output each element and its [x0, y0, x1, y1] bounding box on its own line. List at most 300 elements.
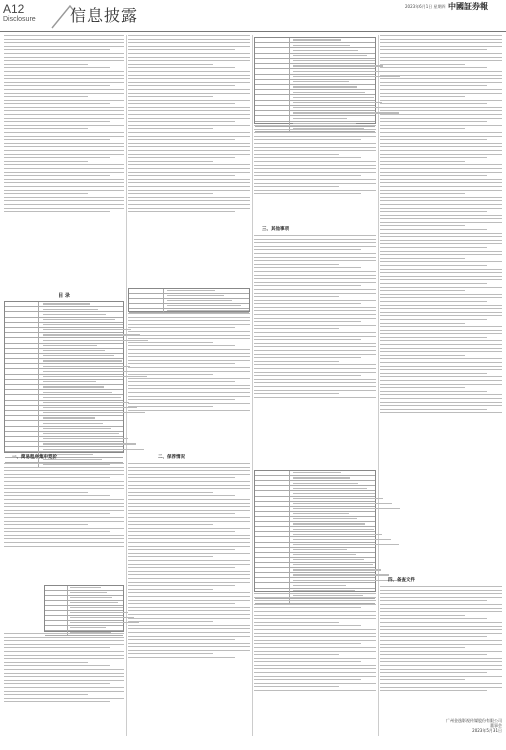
text-line [128, 403, 250, 404]
text-line [380, 125, 502, 126]
table-cell-text [43, 355, 114, 356]
table-cell-text [293, 529, 373, 530]
table-cell-divider [67, 621, 68, 625]
text-line [128, 324, 250, 325]
text-line [254, 285, 361, 286]
table-cell-divider [38, 442, 39, 446]
text-line [4, 513, 110, 514]
text-line [4, 528, 124, 529]
text-line [254, 260, 376, 261]
text-line [4, 640, 124, 641]
table-cell-divider [67, 616, 68, 620]
text-line [380, 672, 487, 673]
body-text-block [380, 35, 502, 575]
text-line [4, 680, 124, 681]
text-line [380, 164, 502, 165]
text-line [128, 607, 250, 608]
table-cell-divider [289, 583, 290, 587]
text-line [254, 249, 361, 250]
text-line [4, 146, 124, 147]
text-line [128, 82, 250, 83]
table-cell-divider [289, 54, 290, 58]
text-line [128, 342, 213, 343]
text-line [4, 118, 124, 119]
text-line [380, 366, 502, 367]
text-line [380, 64, 465, 65]
text-line [4, 503, 124, 504]
text-line [4, 662, 88, 663]
text-line [380, 53, 502, 54]
table-cell-text [293, 539, 390, 540]
section-heading: 二、保荐情况 [158, 455, 185, 460]
text-line [128, 643, 250, 644]
text-line [128, 374, 213, 375]
text-line [254, 615, 376, 616]
section-english-label: Disclosure [3, 16, 36, 23]
text-line [254, 239, 376, 240]
table-cell-text [293, 554, 355, 555]
text-line [254, 346, 376, 347]
text-line [254, 618, 376, 619]
text-line [380, 323, 465, 324]
text-line [128, 549, 235, 550]
text-line [380, 669, 502, 670]
table-cell-text [43, 345, 97, 346]
text-line [128, 118, 250, 119]
text-line [4, 669, 124, 670]
table-cell-text [43, 366, 130, 367]
text-line [4, 694, 88, 695]
table-cell-divider [67, 611, 68, 615]
text-line [254, 161, 376, 162]
text-line [254, 382, 376, 383]
table-cell-text [293, 71, 391, 72]
text-line [380, 665, 502, 666]
text-line [4, 637, 124, 638]
table-cell-text [293, 564, 372, 565]
text-line [380, 67, 487, 68]
text-line [380, 121, 487, 122]
text-line [4, 132, 124, 133]
table-cell-text [293, 55, 366, 56]
text-line [128, 146, 250, 147]
text-line [254, 647, 376, 648]
table-cell-divider [67, 591, 68, 595]
page-header [0, 0, 506, 34]
text-line [254, 397, 376, 398]
text-line [254, 136, 376, 137]
text-line [128, 182, 250, 183]
text-line [4, 658, 124, 659]
text-line [4, 208, 124, 209]
text-line [4, 35, 124, 36]
text-line [4, 531, 110, 532]
text-line [254, 600, 376, 601]
text-line [128, 75, 250, 76]
text-line [128, 345, 235, 346]
text-line [128, 71, 250, 72]
text-line [128, 463, 250, 464]
text-line [128, 110, 250, 111]
text-line [128, 197, 250, 198]
table-cell-text [43, 381, 96, 382]
text-line [254, 636, 376, 637]
table-cell-text [293, 86, 357, 87]
text-line [380, 78, 502, 79]
text-line [254, 175, 361, 176]
text-line [128, 85, 235, 86]
text-line [254, 267, 361, 268]
table-cell-text [293, 60, 375, 61]
table-cell-text [293, 118, 347, 119]
text-line [128, 399, 235, 400]
text-line [4, 182, 124, 183]
table-cell-text [293, 590, 354, 591]
signatory: 董事会 [490, 723, 502, 728]
text-line [380, 687, 502, 688]
text-line [128, 603, 235, 604]
table-cell-divider [289, 491, 290, 495]
table-cell-text [70, 587, 101, 588]
text-line [380, 186, 502, 187]
table-cell-text [167, 300, 232, 301]
text-line [128, 190, 250, 191]
text-line [4, 691, 124, 692]
text-line [128, 571, 250, 572]
text-line [4, 665, 110, 666]
text-line [254, 679, 361, 680]
text-line [380, 175, 487, 176]
text-line [254, 643, 361, 644]
text-line [128, 392, 250, 393]
text-line [380, 380, 502, 381]
text-line [380, 85, 487, 86]
table-cell-text [293, 81, 348, 82]
table-cell-divider [289, 522, 290, 526]
text-line [254, 651, 376, 652]
text-line [254, 147, 376, 148]
text-line [128, 388, 250, 389]
table-cell-divider [38, 318, 39, 322]
text-line [380, 340, 502, 341]
text-line [380, 586, 502, 587]
text-line [4, 114, 124, 115]
text-line [254, 354, 376, 355]
text-line [128, 317, 250, 318]
table-cell-text [293, 92, 365, 93]
table-cell-text [293, 493, 375, 494]
text-line [4, 93, 124, 94]
text-line [128, 139, 235, 140]
text-line [254, 661, 361, 662]
text-line [254, 293, 376, 294]
column-divider [126, 35, 127, 736]
text-line [380, 351, 502, 352]
text-line [4, 186, 124, 187]
text-line [254, 125, 376, 126]
table-cell-text [167, 295, 223, 296]
table-cell-text [293, 483, 358, 484]
text-line [380, 93, 502, 94]
text-line [128, 481, 250, 482]
table-cell-divider [289, 481, 290, 485]
body-text-block [128, 35, 250, 285]
text-line [380, 243, 502, 244]
text-line [128, 200, 250, 201]
table-cell-text [43, 371, 139, 372]
text-line [380, 358, 502, 359]
text-line [4, 107, 124, 108]
table-cell-divider [289, 38, 290, 42]
text-line [254, 165, 376, 166]
text-line [254, 336, 376, 337]
text-line [380, 236, 502, 237]
text-line [380, 297, 502, 298]
table-cell-text [70, 602, 118, 603]
text-line [4, 103, 110, 104]
text-line [380, 373, 487, 374]
text-line [128, 492, 213, 493]
text-line [128, 542, 250, 543]
text-line [380, 294, 502, 295]
table-cell-text [293, 97, 373, 98]
section-heading: 四、备查文件 [388, 578, 415, 583]
article-column-4 [380, 35, 502, 736]
text-line [380, 636, 487, 637]
text-line [128, 128, 213, 129]
text-line [254, 668, 376, 669]
text-line [4, 78, 124, 79]
text-line [254, 242, 376, 243]
text-line [128, 356, 250, 357]
text-line [254, 257, 376, 258]
table-cell-divider [289, 85, 290, 89]
text-line [380, 315, 502, 316]
text-line [4, 485, 124, 486]
table-cell-text [293, 574, 389, 575]
text-line [128, 513, 235, 514]
text-line [4, 82, 124, 83]
text-line [380, 193, 465, 194]
text-line [128, 585, 235, 586]
text-line [4, 164, 124, 165]
text-line [128, 589, 213, 590]
text-line [128, 596, 250, 597]
text-line [4, 698, 124, 699]
table-cell-divider [38, 307, 39, 311]
table-cell-text [293, 107, 390, 108]
table-cell-text [293, 50, 358, 51]
text-line [254, 683, 376, 684]
text-line [128, 154, 250, 155]
text-line [128, 477, 235, 478]
text-line [380, 233, 502, 234]
table-cell-divider [38, 328, 39, 332]
table-cell-text [293, 503, 391, 504]
text-line [128, 546, 250, 547]
text-line [128, 506, 250, 507]
text-line [128, 335, 250, 336]
data-table [128, 288, 250, 312]
text-line [380, 103, 487, 104]
text-line [4, 651, 124, 652]
table-cell-text [43, 433, 120, 434]
text-line [4, 57, 124, 58]
text-line [128, 614, 250, 615]
text-line [254, 604, 376, 605]
text-line [254, 332, 376, 333]
text-line [380, 330, 502, 331]
text-line [128, 495, 235, 496]
text-line [128, 474, 250, 475]
text-line [380, 312, 502, 313]
text-line [380, 128, 465, 129]
table-cell-divider [289, 497, 290, 501]
text-line [254, 253, 376, 254]
section-heading: 一、简易程序集中竞价 [12, 455, 57, 460]
text-line [128, 78, 250, 79]
text-line [128, 157, 235, 158]
text-line [128, 179, 250, 180]
table-cell-divider [38, 447, 39, 451]
text-line [380, 222, 502, 223]
text-line [4, 506, 124, 507]
text-line [128, 488, 250, 489]
text-line [128, 353, 250, 354]
issue-date: 2023年6月1日 星期四 [405, 4, 446, 9]
text-line [254, 278, 376, 279]
text-line [128, 64, 213, 65]
text-line [128, 628, 250, 629]
table-cell-text [167, 290, 215, 291]
text-line [254, 393, 339, 394]
text-line [380, 305, 502, 306]
text-line [4, 492, 88, 493]
table-cell-divider [38, 380, 39, 384]
text-line [4, 121, 110, 122]
text-line [380, 633, 502, 634]
text-line [380, 269, 502, 270]
table-cell-divider [289, 90, 290, 94]
text-line [254, 154, 339, 155]
text-line [128, 560, 250, 561]
text-line [380, 215, 502, 216]
text-line [4, 125, 124, 126]
text-line [380, 590, 502, 591]
text-line [4, 499, 124, 500]
text-line [128, 406, 213, 407]
text-line [254, 325, 376, 326]
text-line [380, 618, 487, 619]
table-cell-divider [289, 59, 290, 63]
table-cell-text [293, 39, 341, 40]
text-line [4, 154, 124, 155]
text-line [380, 402, 502, 403]
text-line [128, 93, 250, 94]
table-cell-text [43, 438, 128, 439]
body-text-block [4, 35, 124, 290]
text-line [128, 610, 250, 611]
text-line [4, 510, 124, 511]
text-line [128, 467, 250, 468]
text-line [128, 175, 235, 176]
table-cell-divider [289, 507, 290, 511]
text-line [128, 650, 250, 651]
text-line [128, 96, 213, 97]
table-cell-text [43, 423, 103, 424]
table-cell-divider [163, 309, 164, 313]
table-cell-divider [38, 432, 39, 436]
text-line [128, 60, 250, 61]
text-line [4, 60, 124, 61]
text-line [128, 521, 250, 522]
table-cell-divider [289, 532, 290, 536]
table-cell-text [293, 472, 341, 473]
table-cell-divider [289, 75, 290, 79]
text-line [254, 357, 361, 358]
text-line [128, 470, 250, 471]
table-cell-text [293, 498, 383, 499]
text-line [128, 320, 250, 321]
text-line [4, 701, 110, 702]
section-title: 信息披露 [70, 6, 139, 25]
table-cell-divider [289, 43, 290, 47]
text-line [128, 103, 235, 104]
text-line [4, 89, 124, 90]
table-cell-divider [38, 338, 39, 342]
text-line [4, 110, 124, 111]
text-line [254, 343, 376, 344]
table-cell-divider [67, 596, 68, 600]
text-line [254, 186, 339, 187]
column-divider [378, 35, 379, 736]
text-line [128, 360, 250, 361]
text-line [128, 136, 250, 137]
text-line [380, 139, 487, 140]
text-line [254, 246, 376, 247]
data-table [44, 585, 124, 632]
text-line [254, 300, 376, 301]
text-line [254, 193, 361, 194]
text-line [254, 183, 376, 184]
table-cell-divider [289, 589, 290, 593]
text-line [380, 107, 502, 108]
text-line [380, 629, 502, 630]
table-cell-divider [67, 586, 68, 590]
text-line [4, 100, 124, 101]
text-line [4, 535, 124, 536]
text-line [380, 75, 502, 76]
text-line [254, 676, 376, 677]
contents-table [4, 301, 124, 453]
table-cell-text [293, 585, 346, 586]
text-line [128, 100, 250, 101]
text-line [254, 132, 376, 133]
text-line [380, 39, 502, 40]
table-of-contents-title: 目 录 [58, 293, 70, 299]
text-line [380, 658, 502, 659]
table-cell-text [43, 417, 95, 418]
text-line [380, 326, 502, 327]
text-line [128, 503, 250, 504]
text-line [254, 622, 339, 623]
text-line [380, 387, 465, 388]
text-line [128, 211, 235, 212]
table-cell-divider [289, 486, 290, 490]
text-line [380, 154, 502, 155]
table-cell-divider [289, 573, 290, 577]
text-line [128, 114, 250, 115]
